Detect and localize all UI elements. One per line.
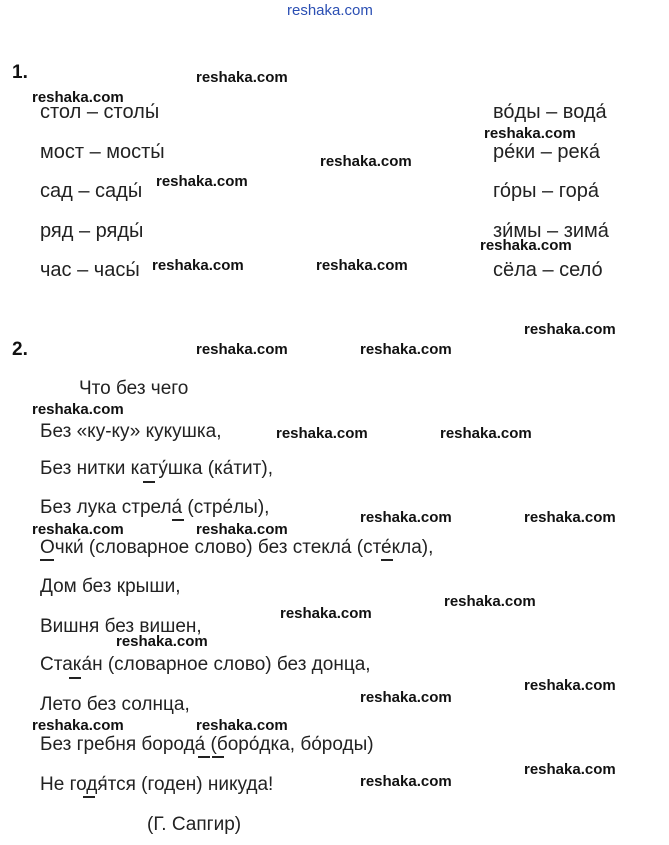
watermark: reshaka.com	[276, 425, 368, 442]
word-pair-right: во́ды – вода́	[493, 101, 607, 123]
poem-author: (Г. Сапгир)	[147, 814, 242, 835]
word-pair-right: го́ры – гора́	[493, 180, 599, 202]
letter-underline	[198, 756, 210, 758]
watermark: reshaka.com	[116, 633, 208, 650]
letter-underline	[212, 756, 224, 758]
word-pair-right: сёла – село́	[493, 259, 603, 281]
watermark: reshaka.com	[524, 509, 616, 526]
poem-line: Стака́н (словарное слово) без донца,	[40, 654, 371, 675]
watermark: reshaka.com	[484, 125, 576, 142]
watermark: reshaka.com	[32, 521, 124, 538]
watermark: reshaka.com	[360, 773, 452, 790]
letter-underline	[40, 559, 54, 561]
watermark: reshaka.com	[32, 401, 124, 418]
watermark: reshaka.com	[524, 321, 616, 338]
letter-underline	[143, 481, 155, 483]
watermark: reshaka.com	[156, 173, 248, 190]
word-pair-left: ряд – ряды́	[40, 220, 144, 242]
word-pair-left: час – часы́	[40, 259, 140, 281]
task-1-number: 1.	[12, 62, 28, 83]
watermark: reshaka.com	[32, 717, 124, 734]
word-pair-right: ре́ки – река́	[493, 141, 600, 163]
watermark: reshaka.com	[360, 341, 452, 358]
task-2-number: 2.	[12, 339, 28, 360]
poem-line: Очки́ (словарное слово) без стекла́ (сте́кла),	[40, 537, 434, 558]
poem-line: Вишня без вишен,	[40, 616, 202, 637]
watermark: reshaka.com	[360, 689, 452, 706]
word-pair-left: стол – столы́	[40, 101, 160, 123]
watermark: reshaka.com	[524, 677, 616, 694]
watermark: reshaka.com	[196, 717, 288, 734]
watermark: reshaka.com	[316, 257, 408, 274]
letter-underline	[69, 677, 81, 679]
watermark: reshaka.com	[196, 341, 288, 358]
word-pair-right: зи́мы – зима́	[493, 220, 609, 242]
watermark: reshaka.com	[152, 257, 244, 274]
poem-line: Не годя́тся (годен) никуда!	[40, 774, 274, 795]
watermark: reshaka.com	[280, 605, 372, 622]
poem-line: Без лука стрела́ (стре́лы),	[40, 497, 270, 518]
word-pair-left: сад – сады́	[40, 180, 143, 202]
watermark: reshaka.com	[320, 153, 412, 170]
watermark: reshaka.com	[444, 593, 536, 610]
watermark: reshaka.com	[196, 69, 288, 86]
watermark: reshaka.com	[524, 761, 616, 778]
watermark: reshaka.com	[440, 425, 532, 442]
poem-line: Без «ку-ку» кукушка,	[40, 421, 222, 442]
poem-line: Без гребня борода́ (боро́дка, бо́роды)	[40, 734, 374, 755]
poem-line: Дом без крыши,	[40, 576, 181, 597]
watermark: reshaka.com	[480, 237, 572, 254]
poem-title: Что без чего	[79, 378, 189, 399]
watermark: reshaka.com	[360, 509, 452, 526]
word-pair-left: мост – мосты́	[40, 141, 165, 163]
watermark-top: reshaka.com	[287, 2, 373, 19]
watermark: reshaka.com	[32, 89, 124, 106]
letter-underline	[83, 796, 95, 798]
watermark: reshaka.com	[196, 521, 288, 538]
poem-line: Лето без солнца,	[40, 694, 190, 715]
poem-line: Без нитки кату́шка (ка́тит),	[40, 458, 273, 479]
letter-underline	[172, 519, 184, 521]
letter-underline	[381, 559, 393, 561]
